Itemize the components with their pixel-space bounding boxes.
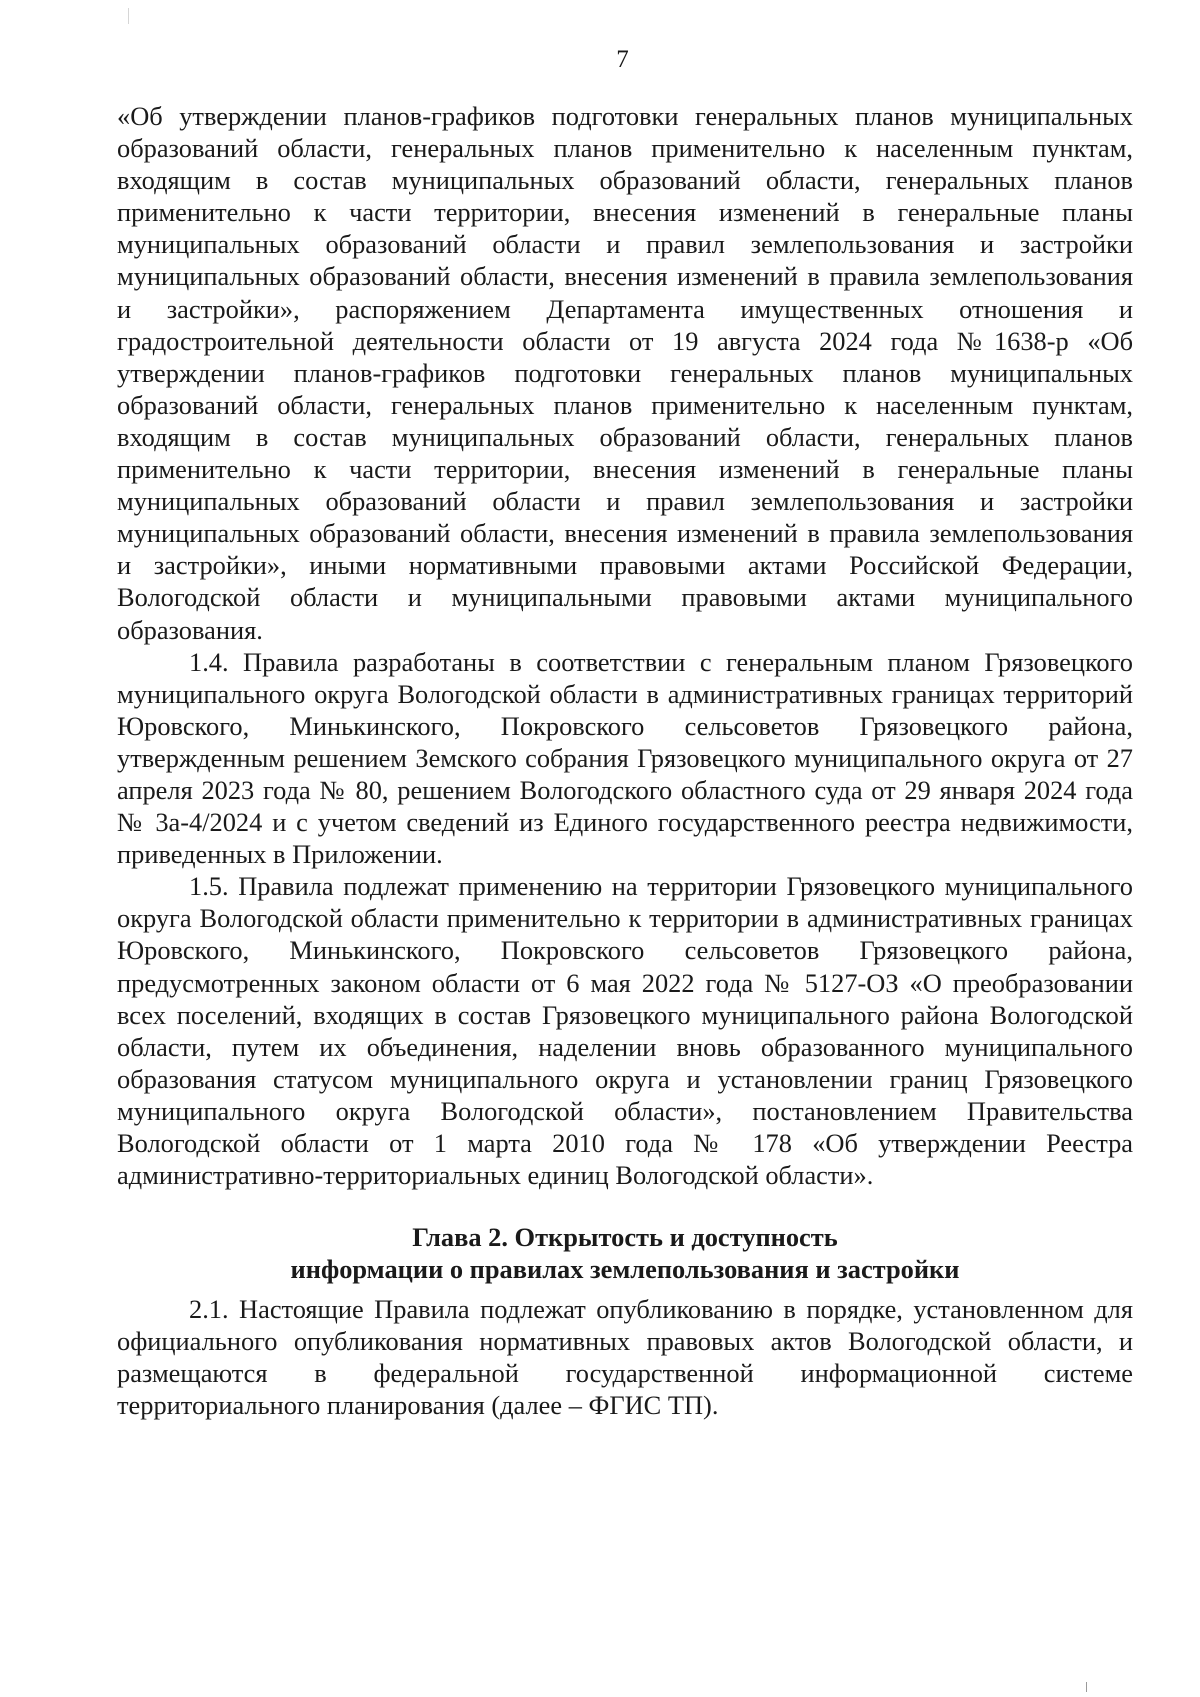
scan-artifact-mark-bottom — [1086, 1682, 1087, 1692]
paragraph-1-5: 1.5. Правила подлежат применению на территории Грязовецкого муниципального округа Вологодской области применительно к территории в административных границах Юровского, Минькинского, Покровского сельсоветов Грязовецкого района, предусмотренных законом области от 6 мая 2022 года № 5127-ОЗ «О преобразовании всех поселений, входящих в состав Грязовецкого муниципального района Вологодской области, путем их объединения, наделении вновь образованного муниципального образования статусом муниципального округа и установлении границ Грязовецкого муниципального округа Вологодской области», постановлением Правительства Вологодской области от 1 марта 2010 года № 178 «Об утверждении Реестра административно-территориальных единиц Вологодской области». — [117, 871, 1133, 1191]
document-body — [117, 100, 1133, 1422]
chapter-heading-line-1: Глава 2. Открытость и доступность — [412, 1222, 838, 1253]
scan-artifact-mark — [128, 8, 129, 24]
page-number: 7 — [616, 46, 629, 73]
paragraph-continuation: «Об утверждении планов-графиков подготовки генеральных планов муниципальных образований области, генеральных планов применительно к населенным пунктам, входящим в состав муниципальных образований области, генеральных планов применительно к части территории, внесения изменений в генеральные планы муниципальных образований области и правил землепользования и застройки муниципальных образований области, внесения изменений в правила землепользования и застройки», распоряжением Департамента имущественных отношения и градостроительной деятельности области от 19 августа 2024 года №1638-р «Об утверждении планов-графиков подготовки генеральных планов муниципальных образований области, генеральных планов применительно к населенным пунктам, входящим в состав муниципальных образований области, генеральных планов применительно к части территории, внесения изменений в генеральные планы муниципальных образований области и правил землепользования и застройки муниципальных образований области, внесения изменений в правила землепользования и застройки», иными нормативными правовыми актами Российской Федерации, Вологодской области и муниципальными правовыми актами муниципального образования. — [117, 101, 1133, 645]
chapter-heading-line-2: информации о правилах землепользования и застройки — [290, 1254, 960, 1285]
paragraph-1-4: 1.4. Правила разработаны в соответствии с генеральным планом Грязовецкого муниципального округа Вологодской области в административных границах территорий Юровского, Минькинского, Покровского сельсоветов Грязовецкого района, утвержденным решением Земского собрания Грязовецкого муниципального округа от 27 апреля 2023 года № 80, решением Вологодского областного суда от 29 января 2024 года № 3а-4/2024 и с учетом сведений из Единого государственного реестра недвижимости, приведенных в Приложении. — [117, 646, 1133, 870]
paragraph-2-1: 2.1. Настоящие Правила подлежат опубликованию в порядке, установленном для официального опубликования нормативных правовых актов Вологодской области, и размещаются в федеральной государственной информационной системе территориального планирования (далее – ФГИС ТП). — [117, 1294, 1133, 1421]
chapter-heading — [117, 1221, 1133, 1285]
